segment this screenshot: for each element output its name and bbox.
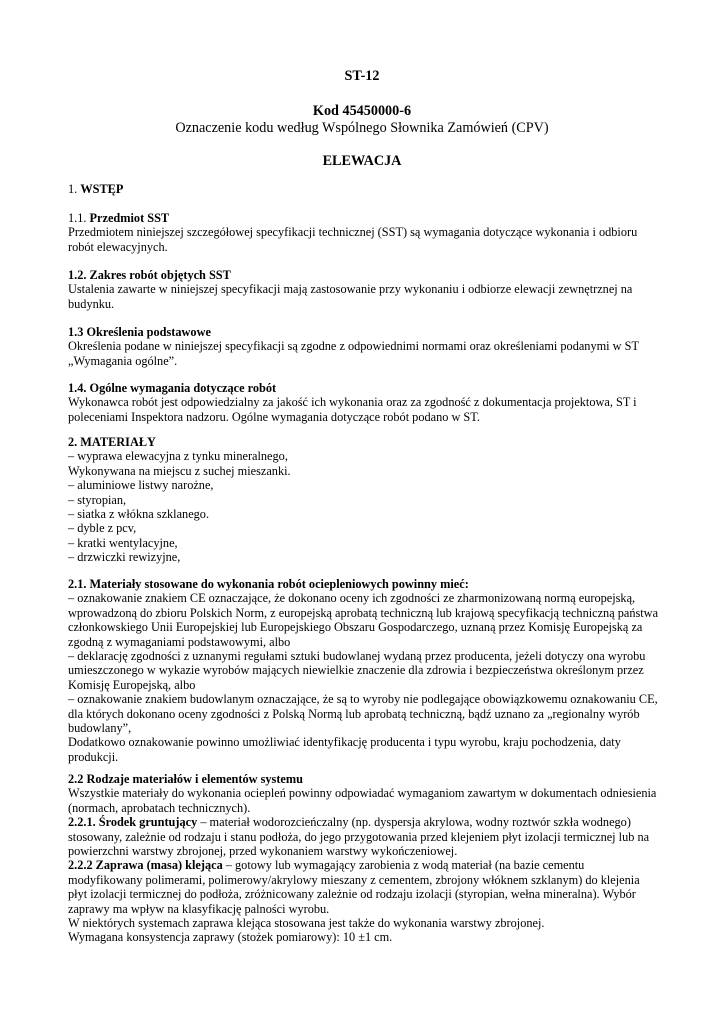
- paragraph-line: „Wymagania ogólne”.: [68, 353, 178, 368]
- material-item: – kratki wentylacyjne,: [68, 535, 178, 550]
- paragraph-line: Przedmiotem niniejszej szczegółowej specyfikacji technicznej (SST) są wymagania dotyczące wykonania i odbioru: [68, 225, 638, 240]
- section-1-1: [68, 211, 668, 254]
- paragraph-line: powierzchni warstwy zbrojonej, przed wykonaniem warstwy wykończeniowej.: [68, 844, 458, 859]
- paragraph-line: modyfikowany polimerami, polimerowy/akrylowy mieszany z cementem, zbrojony włóknem szklanym) do klejenia: [68, 872, 640, 887]
- cpv-description: Oznaczenie kodu według Wspólnego Słownika Zamówień (CPV): [175, 120, 549, 136]
- paragraph-line: Określenia podane w niniejszej specyfikacji są zgodne z odpowiednimi normami oraz określeniami podanymi w ST: [68, 339, 639, 354]
- spec-code: ST-12: [344, 68, 380, 84]
- section-1-2: [68, 268, 668, 311]
- section-title: 2. MATERIAŁY: [68, 435, 156, 449]
- paragraph-line: Wymagana konsystencja zaprawy (stożek pomiarowy): 10 ±1 cm.: [68, 930, 393, 945]
- paragraph-text: – materiał wodorozcieńczalny (np. dyspersja akrylowa, wodny roztwór szkła wodnego): [197, 815, 631, 830]
- paragraph-line: Ustalenia zawarte w niniejszej specyfikacji mają zastosowanie przy wykonaniu i odbiorze elewacji zewnętrznej na: [68, 282, 633, 297]
- paragraph-line: produkcji.: [68, 749, 119, 764]
- section-title: Przedmiot SST: [89, 211, 170, 225]
- section-title: 1.2. Zakres robót objętych SST: [68, 268, 231, 282]
- paragraph-line: – oznakowanie znakiem budowlanym oznaczające, że są to wyroby nie podlegające obowiązkowemu oznakowaniu CE,: [68, 692, 658, 707]
- paragraph-line: wprowadzoną do zbioru Polskich Norm, z europejską aprobatą techniczną lub krajową specyfikacją techniczną państwa: [68, 605, 659, 620]
- paragraph-line: umieszczonego w wykazie wyrobów mających niewielkie znaczenie dla zdrowia i bezpieczeństwa określonym przez: [68, 663, 644, 678]
- section-title: 1.3 Określenia podstawowe: [68, 325, 211, 339]
- material-item: – wyprawa elewacyjna z tynku mineralnego,: [68, 449, 288, 464]
- section-1-4: [68, 381, 668, 424]
- section-number: 1.1.: [68, 211, 87, 225]
- paragraph-line: płyt izolacji termicznej do podłoża, zróżnicowany zależnie od rodzaju izolacji (styropian, wełna mineralna). Wybór: [68, 887, 636, 902]
- material-item: – dyble z pcv,: [68, 521, 137, 536]
- paragraph-line: zaprawy ma wpływ na klasyfikację palności wyrobu.: [68, 901, 330, 916]
- paragraph-line: – deklarację zgodności z uznanymi regułami sztuki budowlanej wydaną przez producenta, jeżeli dotyczy ona wyrobu: [68, 649, 646, 664]
- paragraph-line: Wszystkie materiały do wykonania ociepleń powinny odpowiadać wymaganiom zawartym w dokumentach odniesienia: [68, 786, 657, 801]
- document-title: ELEWACJA: [322, 153, 402, 169]
- paragraph-line: robót elewacyjnych.: [68, 239, 168, 254]
- paragraph-line: poleceniami Inspektora nadzoru. Ogólne wymagania dotyczące robót podano w ST.: [68, 409, 480, 424]
- paragraph-line: członkowskiego Unii Europejskiej lub Europejskiego Obszaru Gospodarczego, uznaną przez Komisję Europejską za: [68, 620, 643, 635]
- section-number: 1.: [68, 182, 78, 196]
- section-2-2: [68, 772, 668, 945]
- paragraph-line: Wykonawca robót jest odpowiedzialny za jakość ich wykonania oraz za zgodność z dokumentacja projektowa, ST i: [68, 395, 637, 410]
- paragraph-line: dla których dokonano oceny zgodności z Polską Normą lub aprobatą techniczną, bądź uznano za „regionalny wyrób: [68, 706, 640, 721]
- paragraph-line: (normach, aprobatach technicznych).: [68, 800, 251, 815]
- paragraph-line: – oznakowanie znakiem CE oznaczające, że dokonano oceny ich zgodności ze zharmonizowaną normą europejską,: [68, 591, 636, 606]
- material-item: – aluminiowe listwy narożne,: [68, 478, 214, 493]
- cpv-code: Kod 45450000-6: [312, 103, 412, 119]
- paragraph-line: zgodną z wymaganiami podstawowymi, albo: [68, 634, 291, 649]
- section-2-materials: [68, 435, 668, 565]
- paragraph-line: stosowany, zależnie od rodzaju i stanu podłoża, do jego przygotowania przed klejeniem płyt izolacji termicznej lub na: [68, 829, 650, 844]
- paragraph-line: Dodatkowo oznakowanie powinno umożliwiać identyfikację producenta i typu wyrobu, kraju pochodzenia, daty: [68, 735, 621, 750]
- section-title: 1.4. Ogólne wymagania dotyczące robót: [68, 381, 277, 395]
- paragraph-text: – gotowy lub wymagający zarobienia z wodą materiał (na bazie cementu: [222, 858, 585, 873]
- section-title: 2.1. Materiały stosowane do wykonania robót ociepleniowych powinny mieć:: [68, 577, 469, 591]
- section-title: WSTĘP: [80, 182, 124, 196]
- paragraph-line: Komisję Europejską, albo: [68, 677, 196, 692]
- material-item: – styropian,: [68, 492, 127, 507]
- paragraph-line: budynku.: [68, 296, 115, 311]
- subsection-title: 2.2.1. Środek gruntujący: [68, 815, 198, 830]
- paragraph-line: W niektórych systemach zaprawa klejąca stosowana jest także do wykonania warstwy zbrojonej.: [68, 916, 545, 931]
- subsection-title: 2.2.2 Zaprawa (masa) klejąca: [68, 858, 223, 873]
- material-item: – siatka z włókna szklanego.: [68, 507, 210, 522]
- section-1-3: [68, 325, 668, 368]
- section-2-1: [68, 577, 668, 764]
- paragraph-line: budowlany”,: [68, 721, 132, 736]
- section-1-heading: [68, 182, 668, 196]
- material-item: – drzwiczki rewizyjne,: [68, 550, 181, 565]
- section-title: 2.2 Rodzaje materiałów i elementów systemu: [68, 772, 303, 786]
- material-item: Wykonywana na miejscu z suchej mieszanki.: [68, 463, 291, 478]
